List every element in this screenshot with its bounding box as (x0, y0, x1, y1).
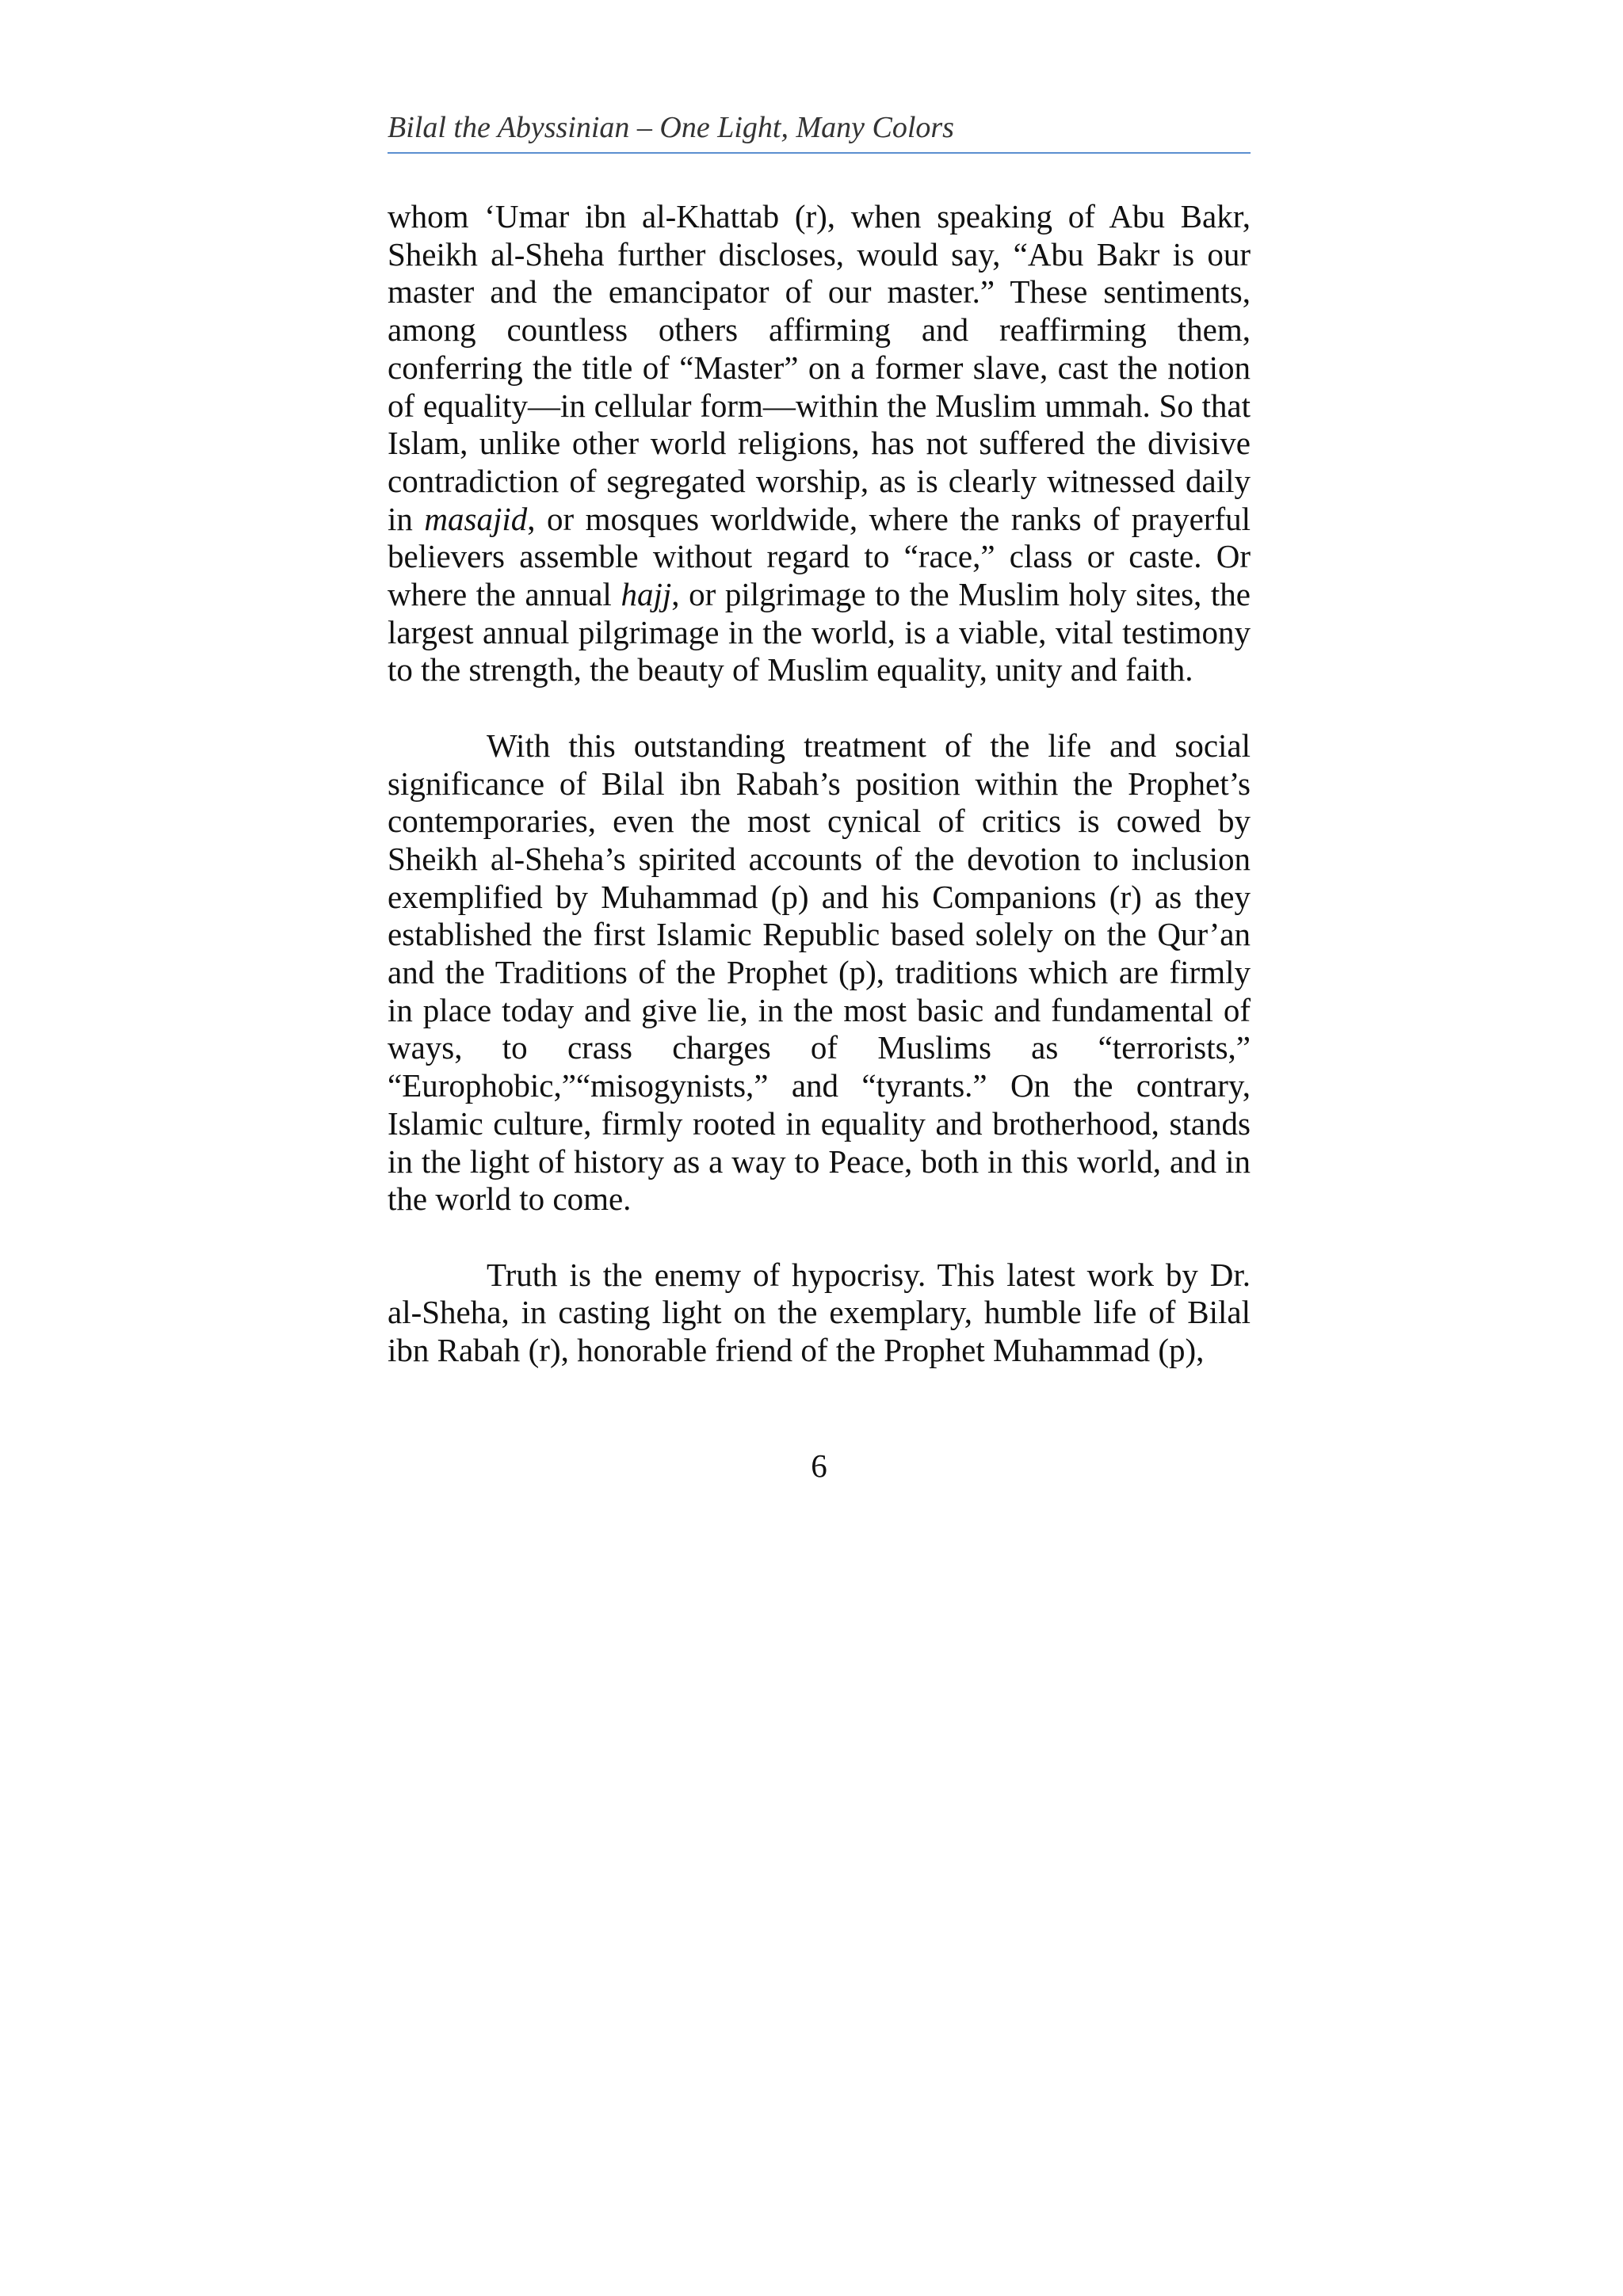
running-title: Bilal the Abyssinian – One Light, Many Colors (388, 111, 954, 144)
running-header (388, 109, 1251, 154)
paragraph-3-text: Truth is the enemy of hypocrisy. This latest work by Dr. al-Sheha, in casting light on the exemplary, humble life of Bilal ibn Rabah (r), honorable friend of the Prophet Muhammad (p), (388, 1256, 1251, 1369)
paragraph-1-segment-1: whom ‘Umar ibn al-Khattab (r), when speaking of Abu Bakr, Sheikh al-Sheha further discloses, would say, “Abu Bakr is our master and the emancipator of our master.” These sentiments, among countless others affirming and reaffirming them, conferring the title of “Master” on a former slave, cast the notion of equality—in cellular form—within the Muslim ummah. So that Islam, unlike other world religions, has not suffered the divisive contradiction of segregated worship, as is clearly witnessed daily in (388, 198, 1251, 537)
paragraph-1-segment-3: , or mosques worldwide, where the ranks of prayerful believers assemble without regard to “race,” class or caste. Or where the annual (388, 500, 1251, 613)
paragraph-1-segment-5: , or pilgrimage to the Muslim holy sites, the largest annual pilgrimage in the world, is a viable, vital testimony to the strength, the beauty of Muslim equality, unity and faith. (388, 576, 1251, 688)
paragraph-1 (388, 198, 1251, 689)
masajid-term: masajid (424, 500, 528, 537)
paragraph-2 (388, 727, 1251, 1219)
paragraph-3 (388, 1257, 1251, 1370)
page-number: 6 (811, 1447, 827, 1484)
body-text (388, 198, 1251, 1407)
paragraph-2-text: With this outstanding treatment of the life and social significance of Bilal ibn Rabah’s position within the Prophet’s contemporaries, even the most cynical of critics is cowed by Sheikh al-Sheha’s spirited accounts of the devotion to inclusion exemplified by Muhammad (p) and his Companions (r) as they established the first Islamic Republic based solely on the Qur’an and the Traditions of the Prophet (p), traditions which are firmly in place today and give lie, in the most basic and fundamental of ways, to crass charges of Muslims as “terrorists,” “Europhobic,”“misogynists,” and “tyrants.” On the contrary, Islamic culture, firmly rooted in equality and brotherhood, stands in the light of history as a way to Peace, both in this world, and in the world to come. (388, 727, 1251, 1218)
hajj-term: hajj (621, 576, 672, 613)
